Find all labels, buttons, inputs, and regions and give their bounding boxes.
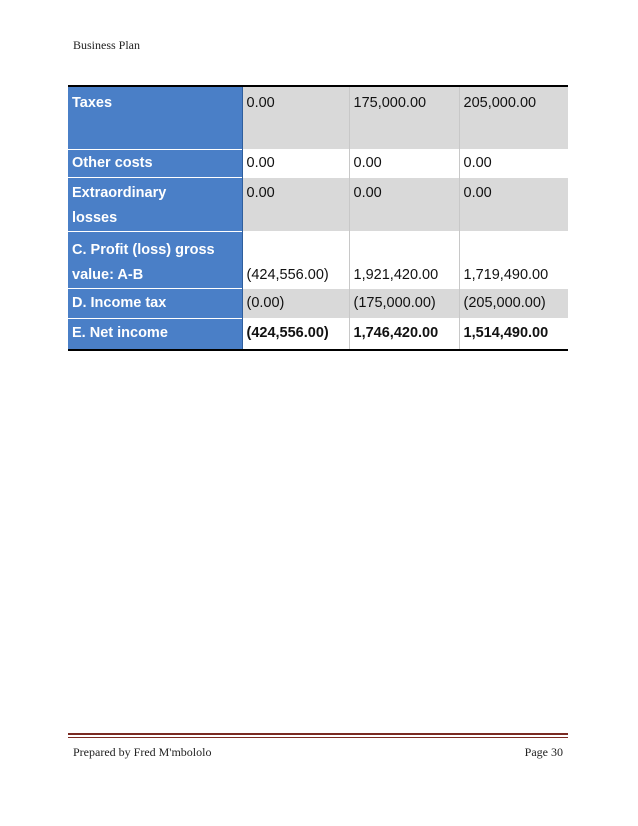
- row-label-profit-line1: C. Profit (loss) gross: [72, 241, 215, 258]
- row-label-profit-gross: [68, 231, 242, 288]
- table-row-income-tax: [68, 288, 568, 318]
- cell-other-costs-col3: 0.00: [459, 149, 568, 177]
- cell-profit-col3: 1,719,490.00: [459, 231, 568, 288]
- cell-net-income-col2: 1,746,420.00: [349, 318, 459, 350]
- income-table-container: [68, 85, 568, 351]
- cell-income-tax-col3: (205,000.00): [459, 288, 568, 318]
- footer-author: Prepared by Fred M'mbololo: [73, 745, 212, 759]
- table-row-other-costs: [68, 149, 568, 177]
- row-label-net-income: E. Net income: [68, 318, 242, 350]
- row-label-income-tax: D. Income tax: [68, 288, 242, 318]
- cell-other-costs-col1: 0.00: [242, 149, 349, 177]
- page-header-title: Business Plan: [73, 38, 141, 52]
- cell-taxes-col3: 205,000.00: [459, 87, 568, 149]
- table-row-extraordinary-losses: [68, 177, 568, 231]
- cell-extraordinary-col1: 0.00: [242, 177, 349, 231]
- row-label-extraordinary-line1: Extraordinary: [72, 184, 167, 201]
- row-label-extraordinary-line2: losses: [72, 209, 118, 226]
- row-label-other-costs: Other costs: [68, 149, 242, 177]
- income-statement-table: [68, 87, 568, 351]
- cell-taxes-col2: 175,000.00: [349, 87, 459, 149]
- cell-income-tax-col1: (0.00): [242, 288, 349, 318]
- table-row-taxes: [68, 87, 568, 149]
- footer-divider-thin: [68, 737, 568, 738]
- cell-profit-col1: (424,556.00): [242, 231, 349, 288]
- cell-income-tax-col2: (175,000.00): [349, 288, 459, 318]
- footer-divider-thick: [68, 733, 568, 735]
- table-row-net-income: [68, 318, 568, 350]
- cell-taxes-col1: 0.00: [242, 87, 349, 149]
- footer-page-number: Page 30: [524, 745, 563, 759]
- cell-net-income-col1: (424,556.00): [242, 318, 349, 350]
- cell-other-costs-col2: 0.00: [349, 149, 459, 177]
- cell-net-income-col3: 1,514,490.00: [459, 318, 568, 350]
- cell-extraordinary-col2: 0.00: [349, 177, 459, 231]
- cell-profit-col2: 1,921,420.00: [349, 231, 459, 288]
- row-label-taxes: Taxes: [68, 87, 242, 149]
- cell-extraordinary-col3: 0.00: [459, 177, 568, 231]
- row-label-extraordinary-losses: [68, 177, 242, 231]
- table-row-profit-gross: [68, 231, 568, 288]
- row-label-profit-line2: value: A-B: [72, 266, 144, 283]
